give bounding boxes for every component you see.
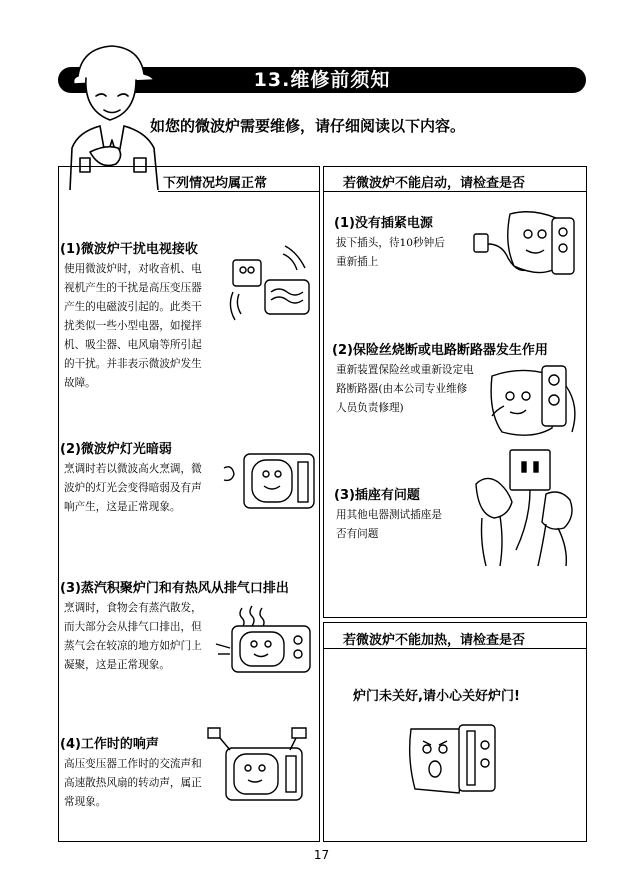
cannot-heat-title: 若微波炉不能加热，请检查是否 [343,633,526,648]
microwave-tv-illustration [225,240,317,328]
microwave-light-illustration [218,444,318,516]
cannot-start-title: 若微波炉不能启动，请检查是否 [343,176,526,191]
unplugged-illustration [470,204,582,284]
fuse-illustration [484,356,584,440]
item-text: 烹调时若以微波高火烹调，微 波炉的灯光会变得暗弱及有声 响产生，这是正常现象。 [64,463,202,513]
item-text: 重新装置保险丝或重新设定电 路断路器(由本公司专业维修 人员负责修理) [336,364,474,414]
page-number: 17 [313,848,330,862]
microwave-steam-illustration [212,604,316,678]
item-text: 高压变压器工作时的交流声和 高速散热风扇的转动声，属正 常现象。 [64,758,202,808]
microwave-noise-illustration [206,722,316,812]
item-text: 烹调时，食物会有蒸汽散发， 而大部分会从排气口排出，但 蒸气会在较凉的地方如炉门上 凝聚，这是正常现象。 [64,602,202,671]
page-title: 13.维修前须知 [253,69,391,91]
item-heading: (1)没有插紧电源 [334,216,433,231]
item-heading: (1)微波炉干扰电视接收 [60,242,198,257]
outlet-test-illustration [462,444,584,568]
item-heading: (3)蒸汽积聚炉门和有热风从排气口排出 [60,581,289,596]
item-text: 使用微波炉时，对收音机、电 视机产生的干扰是高压变压器 产生的电磁波引起的。此类干 扰类似一些小型电器，如搅拌 机、吸尘器、电风扇等所引起 的干扰。并非表示微波炉发生 故障。 [64,263,202,389]
normal-conditions-title: 下列情况均属正常 [163,176,268,191]
item-heading: (3)插座有问题 [334,488,420,503]
item-text: 拔下插头，待10秒钟后 重新插上 [336,237,445,268]
item-heading: (2)保险丝烧断或电路断路器发生作用 [332,343,548,358]
panel-divider [158,191,320,192]
panel-divider [323,648,587,649]
panel-divider [323,191,587,192]
door-message: 炉门未关好,请小心关好炉门! [353,689,520,704]
item-heading: (4)工作时的响声 [60,737,159,752]
subtitle: 如您的微波炉需要维修，请仔细阅读以下内容。 [150,117,466,135]
item-heading: (2)微波炉灯光暗弱 [60,442,172,457]
item-text: 用其他电器测试插座是 否有问题 [336,509,442,540]
open-door-illustration [405,715,501,797]
